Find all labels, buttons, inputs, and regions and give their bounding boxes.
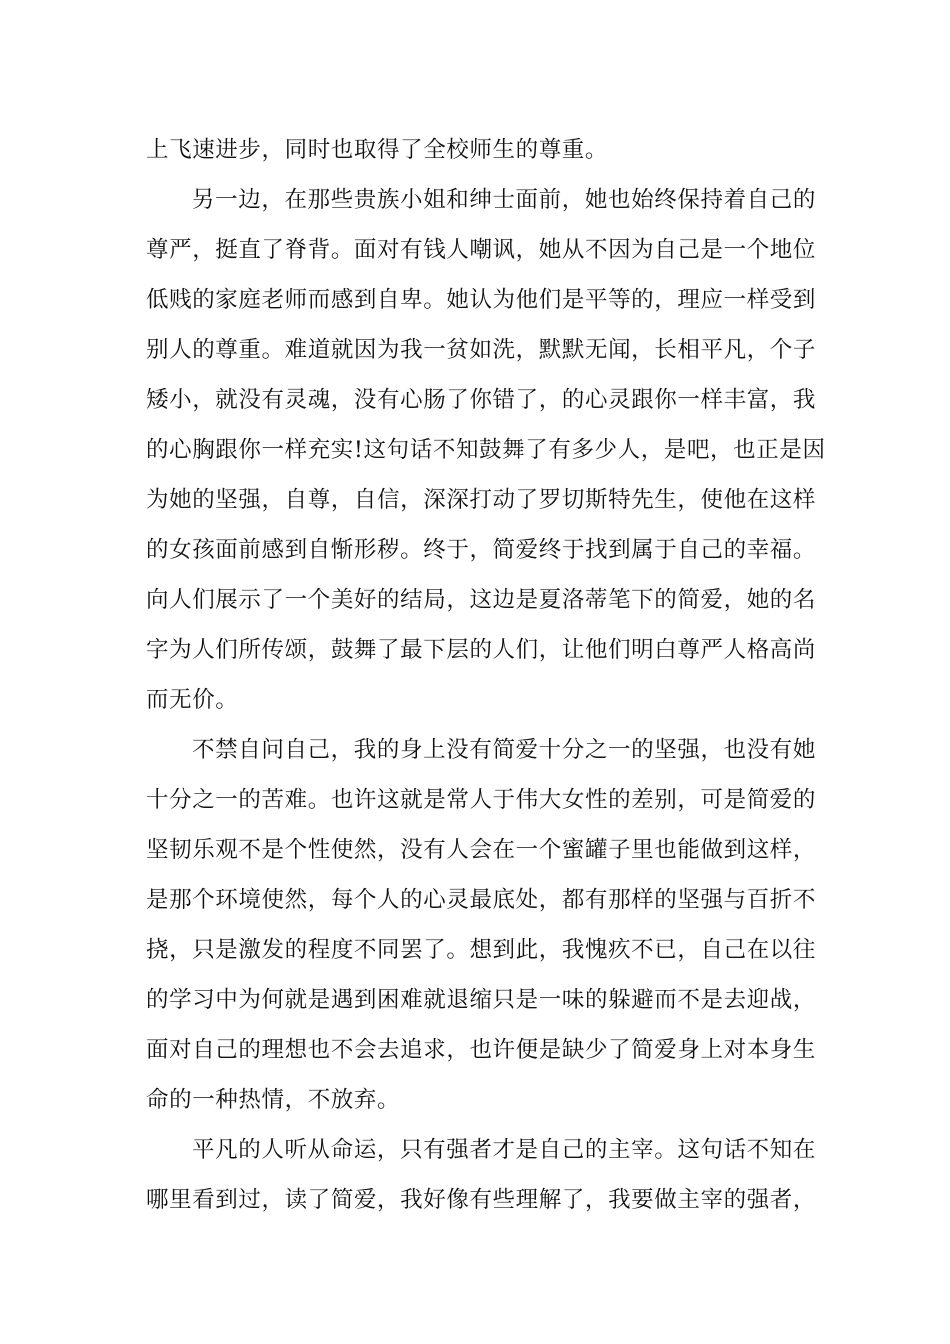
text-line: 坚韧乐观不是个性使然，没有人会在一个蜜罐子里也能做到这样，: [146, 837, 816, 863]
text-line: 而无价。: [146, 687, 239, 713]
text-line: 命的一种热情，不放弃。: [146, 1087, 401, 1113]
text-line: 的学习中为何就是遇到困难就退缩只是一味的躲避而不是去迎战，: [146, 987, 816, 1013]
text-line: 上飞速进步，同时也取得了全校师生的尊重。: [146, 137, 609, 163]
text-line: 挠，只是激发的程度不同罢了。想到此，我愧疚不已，自己在以往: [146, 937, 816, 963]
text-line: 为她的坚强，自尊，自信，深深打动了罗切斯特先生，使他在这样: [146, 487, 816, 513]
text-line: 哪里看到过，读了简爱，我好像有些理解了，我要做主宰的强者，: [146, 1187, 816, 1213]
paragraph-first-line: 平凡的人听从命运，只有强者才是自己的主宰。这句话不知在: [192, 1137, 816, 1163]
text-line: 十分之一的苦难。也许这就是常人于伟大女性的差别，可是简爱的: [146, 787, 816, 813]
text-line: 面对自己的理想也不会去追求，也许便是缺少了简爱身上对本身生: [146, 1037, 816, 1063]
text-line: 字为人们所传颂，鼓舞了最下层的人们，让他们明白尊严人格高尚: [146, 637, 816, 663]
text-line: 的女孩面前感到自惭形秽。终于，简爱终于找到属于自己的幸福。: [146, 537, 816, 563]
paragraph-first-line: 不禁自问自己，我的身上没有简爱十分之一的坚强，也没有她: [192, 737, 816, 763]
text-line: 低贱的家庭老师而感到自卑。她认为他们是平等的，理应一样受到: [146, 287, 816, 313]
text-line: 别人的尊重。难道就因为我一贫如洗，默默无闻，长相平凡，个子: [146, 337, 816, 363]
text-line: 是那个环境使然，每个人的心灵最底处，都有那样的坚强与百折不: [146, 887, 816, 913]
text-line: 尊严，挺直了脊背。面对有钱人嘲讽，她从不因为自己是一个地位: [146, 237, 816, 263]
paragraph-first-line: 另一边，在那些贵族小姐和绅士面前，她也始终保持着自己的: [192, 187, 816, 213]
text-line: 的心胸跟你一样充实!这句话不知鼓舞了有多少人，是吧，也正是因: [146, 437, 826, 463]
text-line: 向人们展示了一个美好的结局，这边是夏洛蒂笔下的简爱，她的名: [146, 587, 816, 613]
text-line: 矮小，就没有灵魂，没有心肠了你错了，的心灵跟你一样丰富，我: [146, 387, 816, 413]
